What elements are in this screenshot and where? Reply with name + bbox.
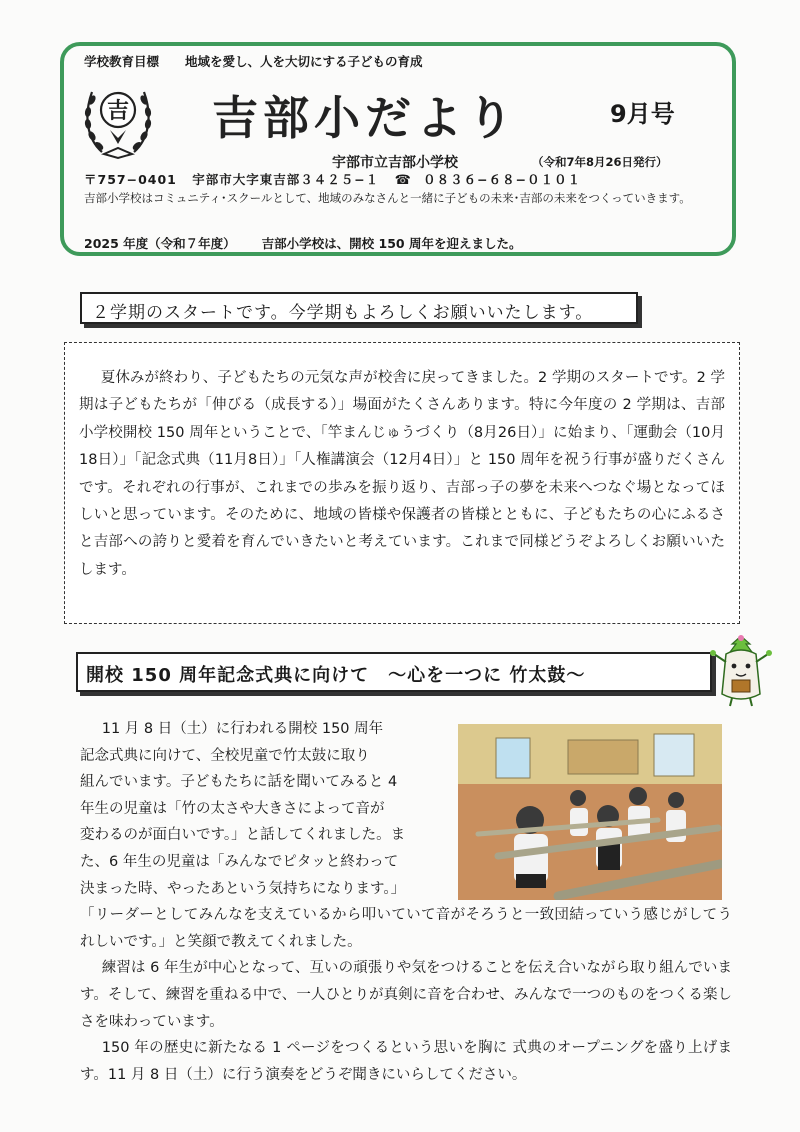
article-line: 記念式典に向けて、全校児童で竹太鼓に取り bbox=[80, 747, 370, 764]
contact-line bbox=[84, 170, 591, 188]
article-line: 年生の児童は「竹の太さや大きさによって音が bbox=[80, 800, 385, 817]
community-school-text: 吉部小学校はコミュニティ･スクールとして、地域のみなさんと一緒に子どもの未来･吉部の未来をつくっていきます。 bbox=[84, 191, 691, 205]
intro-box bbox=[64, 342, 740, 624]
street-address: 宇部市大字東吉部３４２５−１ bbox=[192, 172, 380, 187]
phone-number: ０８３６−６８−０１０１ bbox=[423, 172, 582, 187]
section-heading-text: ２学期のスタートです。今学期もよろしくお願いいたします。 bbox=[92, 303, 594, 323]
bamboo-drum-practice-photo bbox=[458, 724, 722, 900]
article-line: 変わるのが面白いです。」と話してくれました。ま bbox=[80, 827, 406, 844]
fiscal-year: 2025 年度（令和７年度） bbox=[84, 236, 236, 251]
emblem-char: 吉 bbox=[106, 98, 130, 124]
goal-label: 学校教育目標 bbox=[84, 54, 160, 69]
article-line: 11 月 8 日（土）に行われる開校 150 周年 bbox=[101, 721, 384, 737]
article-line: 決まった時、やったあという気持ちになります。」 bbox=[80, 880, 406, 897]
published-date: （令和7年8月26日発行） bbox=[532, 155, 668, 169]
school-name: 宇部市立吉部小学校 bbox=[332, 155, 458, 171]
goal-text: 地域を愛し、人を大切にする子どもの育成 bbox=[185, 54, 423, 69]
section-heading-term-start bbox=[80, 292, 638, 324]
school-emblem-icon bbox=[80, 78, 156, 162]
newsletter-header bbox=[60, 42, 736, 256]
newsletter-title: 吉部小だより bbox=[212, 91, 518, 145]
article-lines bbox=[80, 716, 452, 902]
issue-label: 9月号 bbox=[610, 100, 675, 128]
phone-icon: ☎ bbox=[394, 173, 412, 188]
school-goal bbox=[84, 52, 423, 70]
article-paragraph: 150 年の歴史に新たなる 1 ページをつくるという思いを胸に 式典のオープニングを盛り上げます。11 月 8 日（土）に行う演奏をどうぞ聞きにいらしてください。 bbox=[80, 1040, 732, 1083]
article-line: 組んでいます。子どもたちに話を聞いてみると 4 bbox=[80, 774, 398, 791]
mascot-illustration-icon bbox=[708, 632, 774, 710]
anniversary-line bbox=[84, 234, 521, 252]
section-heading-text: 開校 150 周年記念式典に向けて ～心を一つに 竹太鼓～ bbox=[86, 665, 586, 686]
article-line: た、6 年生の児童は「みんなでピタッと終わって bbox=[80, 853, 399, 870]
intro-paragraph: 夏休みが終わり、子どもたちの元気な声が校舎に戻ってきました。2 学期のスタートです。2 学期は子どもたちが「伸びる（成長する）」場面がたくさんあります。特に今年度の 2 学期は、吉部小学校開校 150 周年ということで、「竿まんじゅうづくり（8月26日）」に始まり、「運動会（10月18日）」「記念式典（11月8日）」「人権講演会（12月4日）」と 150 周年を祝う行事が盛りだくさんです。それぞれの行事が、これまでの歩みを振り返り、吉部っ子の夢を未来へつなぐ場となってほしいと思っています。そのために、地域の皆様や保護者の皆様とともに、子どもたちの心にふるさと吉部への誇りと愛着を育んでいきたいと考えています。これまで同様どうぞよろしくお願いいたします。 bbox=[79, 370, 725, 578]
section-heading-ceremony bbox=[76, 652, 712, 692]
article-paragraph: 練習は 6 年生が中心となって、互いの頑張りや気をつけることを伝え合いながら取り組んでいます。そして、練習を重ねる中で、一人ひとりが真剣に音を合わせ、みんなで一つのものをつくる楽しさを味わっています。 bbox=[80, 960, 732, 1030]
article-paragraph: 「リーダーとしてみんなを支えているから叩いていて音がそろうと一致団結っていう感じがしてうれしいです。」と笑顔で教えてくれました。 bbox=[80, 907, 732, 950]
anniversary-text: 吉部小学校は、開校 150 周年を迎えました。 bbox=[261, 236, 522, 251]
postal-code: 〒757−0401 bbox=[84, 172, 177, 187]
